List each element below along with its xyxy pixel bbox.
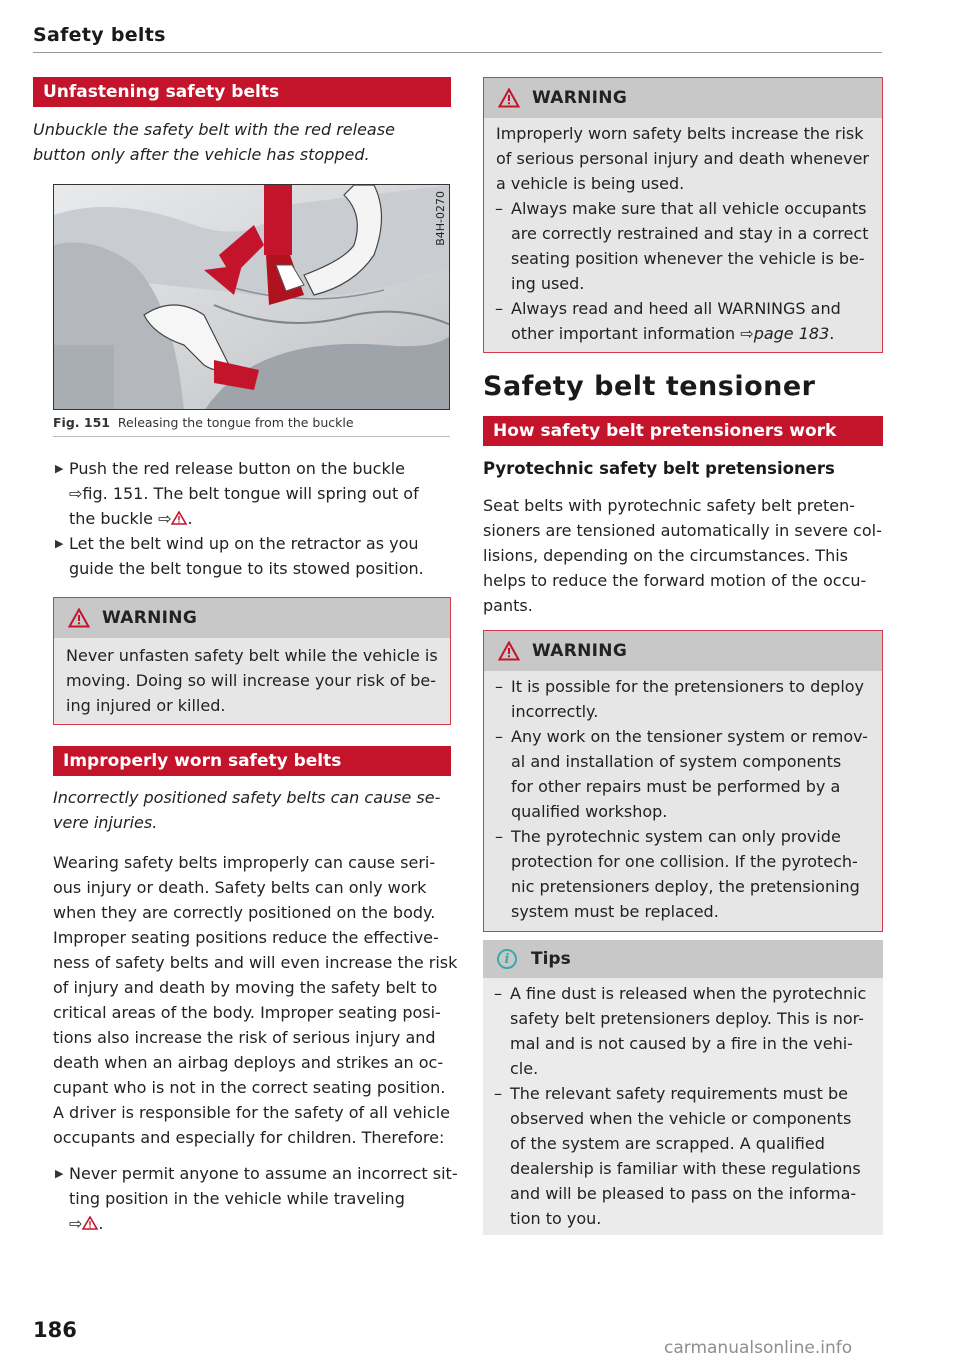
body-line: cupant who is not in the correct seating position. — [53, 1078, 446, 1097]
warning-line-tail: . — [829, 324, 835, 343]
tips-item — [483, 981, 871, 1081]
body-line: Seat belts with pyrotechnic safety belt preten- — [483, 496, 856, 515]
step-line: Push the red release button on the buckle — [69, 459, 406, 478]
pretensioner-body — [483, 493, 883, 618]
body-line: death when an airbag deploys and strikes an oc- — [53, 1053, 444, 1072]
step-item — [53, 1161, 474, 1236]
tips-line: dealership is familiar with these regulations — [510, 1159, 861, 1178]
body-line: critical areas of the body. Improper seating posi- — [53, 1003, 441, 1022]
tips-line: The relevant safety requirements must be — [510, 1084, 848, 1103]
warning-line: system must be replaced. — [511, 902, 719, 921]
warning-line: seating position whenever the vehicle is be- — [511, 249, 865, 268]
step-line: ting position in the vehicle while traveling — [69, 1189, 405, 1208]
body-line: pants. — [483, 596, 533, 615]
intro-line: button only after the vehicle has stopped. — [33, 145, 370, 164]
warning-body — [484, 118, 882, 352]
warning-line: The pyrotechnic system can only provide — [511, 827, 841, 846]
section-intro-improperly-worn — [53, 785, 453, 835]
warning-triangle-icon — [498, 88, 520, 108]
body-line: occupants and especially for children. Therefore: — [53, 1128, 445, 1147]
improperly-worn-body — [53, 850, 458, 1150]
warning-line: Never unfasten safety belt while the vehicle is — [66, 646, 438, 665]
warning-title: WARNING — [532, 641, 628, 661]
warning-title: WARNING — [532, 88, 628, 108]
dash-marker: – — [495, 827, 503, 846]
bullet-triangle-icon: ▶ — [55, 537, 64, 550]
warning-line: protection for one collision. If the pyrotech- — [511, 852, 858, 871]
figure-code: B4H-0270 — [434, 191, 447, 246]
warning-title: WARNING — [102, 608, 198, 628]
intro-line: vere injuries. — [53, 813, 158, 832]
tips-line: safety belt pretensioners deploy. This is nor- — [510, 1009, 864, 1028]
warning-line: a vehicle is being used. — [496, 174, 685, 193]
warning-header — [54, 598, 450, 638]
warning-box-unfasten — [53, 597, 451, 725]
warning-triangle-icon — [498, 641, 520, 661]
page-reference-link[interactable]: page 183 — [753, 324, 830, 343]
body-line: A driver is responsible for the safety of all vehicle — [53, 1103, 451, 1122]
warning-line: nic pretensioners deploy, the pretensioning — [511, 877, 860, 896]
step-item — [53, 456, 453, 531]
step-line: Never permit anyone to assume an incorrect sit- — [69, 1164, 458, 1183]
intro-line: Incorrectly positioned safety belts can cause se- — [53, 788, 441, 807]
buckle-illustration — [54, 185, 450, 410]
section-title-pretensioners: How safety belt pretensioners work — [483, 416, 883, 446]
tips-box — [483, 940, 883, 1235]
dash-marker: – — [495, 727, 503, 746]
figure-caption — [53, 415, 450, 430]
warning-triangle-icon — [68, 608, 90, 628]
step-line: ⇨fig. 151. The belt tongue will spring out of — [69, 484, 419, 503]
warning-line: of serious personal injury and death whenever — [496, 149, 869, 168]
dash-marker: – — [495, 677, 503, 696]
warning-item — [484, 196, 870, 296]
bullet-triangle-icon: ▶ — [55, 462, 64, 475]
step-line: ⇨ . — [69, 1214, 104, 1233]
dash-marker: – — [494, 1084, 502, 1103]
step-line-text: ⇨ — [69, 1214, 83, 1233]
tips-line: of the system are scrapped. A qualified — [510, 1134, 825, 1153]
tips-line: cle. — [510, 1059, 539, 1078]
steps-list — [53, 456, 453, 581]
dash-marker: – — [494, 984, 502, 1003]
warning-line: qualified workshop. — [511, 802, 668, 821]
warning-body — [484, 671, 882, 931]
bullet-triangle-icon: ▶ — [55, 1167, 64, 1180]
figure-151-image — [53, 184, 450, 410]
warning-line-text: other important information ⇨ — [511, 324, 754, 343]
header-rule — [33, 52, 882, 53]
step-line-text: the buckle ⇨ — [69, 509, 172, 528]
warning-line: moving. Doing so will increase your risk of be- — [66, 671, 436, 690]
tips-title: Tips — [531, 949, 571, 969]
step-item — [53, 531, 453, 581]
body-line: of injury and death by moving the safety belt to — [53, 978, 438, 997]
tips-item — [483, 1081, 871, 1231]
warning-header — [484, 631, 882, 671]
warning-line: Always make sure that all vehicle occupants — [511, 199, 867, 218]
warning-header — [484, 78, 882, 118]
body-line: helps to reduce the forward motion of the occu- — [483, 571, 867, 590]
section-intro-unfastening — [33, 117, 451, 167]
warning-line: Improperly worn safety belts increase the risk — [496, 124, 864, 143]
section-title-unfastening: Unfastening safety belts — [33, 77, 451, 107]
warning-line: It is possible for the pretensioners to deploy — [511, 677, 865, 696]
section-title-improperly-worn: Improperly worn safety belts — [53, 746, 451, 776]
warning-line: are correctly restrained and stay in a correct — [511, 224, 869, 243]
tips-line: and will be pleased to pass on the informa- — [510, 1184, 857, 1203]
warning-ref-icon — [82, 1216, 98, 1230]
warning-body — [54, 638, 450, 724]
warning-line — [511, 321, 870, 346]
step-line: Let the belt wind up on the retractor as you — [69, 534, 419, 553]
tips-line: A fine dust is released when the pyrotechnic — [510, 984, 867, 1003]
body-line: tions also increase the risk of serious injury and — [53, 1028, 436, 1047]
body-line: Improper seating positions reduce the effective- — [53, 928, 439, 947]
tips-header — [483, 940, 883, 978]
body-line: lisions, depending on the circumstances. This — [483, 546, 848, 565]
tips-body — [483, 978, 883, 1235]
body-line: Wearing safety belts improperly can cause seri- — [53, 853, 436, 872]
caption-rule — [53, 436, 450, 437]
body-line: ous injury or death. Safety belts can only work — [53, 878, 427, 897]
warning-item — [484, 296, 870, 346]
warning-line: Any work on the tensioner system or remov- — [511, 727, 868, 746]
tips-line: tion to you. — [510, 1209, 602, 1228]
page-header-title: Safety belts — [33, 24, 166, 46]
body-line: when they are correctly positioned on the body. — [53, 903, 436, 922]
subheading-pyrotechnic: Pyrotechnic safety belt pretensioners — [483, 459, 835, 478]
dash-marker: – — [495, 199, 503, 218]
warning-line: for other repairs must be performed by a — [511, 777, 841, 796]
step-line: the buckle ⇨ . — [69, 509, 193, 528]
warning-box-pretensioners — [483, 630, 883, 932]
warning-line: ing used. — [511, 274, 585, 293]
warning-line: incorrectly. — [511, 702, 599, 721]
figure-caption-text: Releasing the tongue from the buckle — [117, 415, 354, 430]
page-number: 186 — [33, 1318, 77, 1342]
warning-line: Always read and heed all WARNINGS and — [511, 299, 841, 318]
dash-marker: – — [495, 299, 503, 318]
warning-ref-icon — [171, 511, 187, 525]
warning-item — [484, 824, 870, 924]
warning-item — [484, 724, 870, 824]
chapter-title: Safety belt tensioner — [483, 371, 816, 402]
warning-box-improperly-worn — [483, 77, 883, 353]
step-line: guide the belt tongue to its stowed position. — [69, 559, 424, 578]
tips-line: observed when the vehicle or components — [510, 1109, 852, 1128]
intro-line: Unbuckle the safety belt with the red release — [33, 120, 395, 139]
warning-line: ing injured or killed. — [66, 696, 226, 715]
info-icon: i — [497, 949, 517, 969]
warning-line: al and installation of system components — [511, 752, 842, 771]
figure-caption-number: Fig. 151 — [53, 415, 110, 430]
tips-line: mal and is not caused by a fire in the vehi- — [510, 1034, 853, 1053]
body-line: ness of safety belts and will even increase the risk — [53, 953, 458, 972]
body-line: sioners are tensioned automatically in severe col- — [483, 521, 882, 540]
watermark: carmanualsonline.info — [664, 1338, 853, 1358]
warning-item — [484, 674, 870, 724]
